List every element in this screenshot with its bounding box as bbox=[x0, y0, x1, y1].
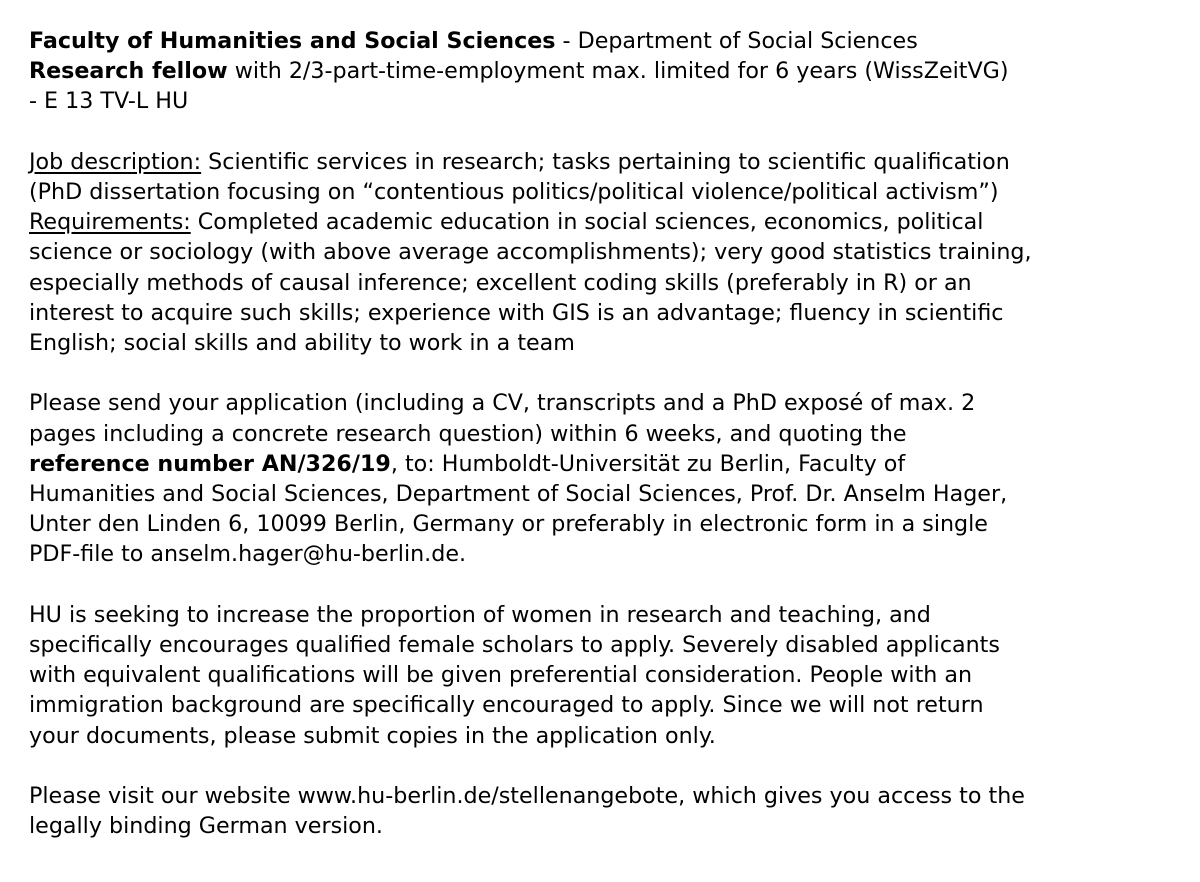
requirements-line-3: especially methods of causal inference; excellent coding skills (preferably in R) or an bbox=[29, 269, 972, 296]
website-line-2: legally binding German version. bbox=[29, 813, 383, 840]
faculty-name: Faculty of Humanities and Social Sciences bbox=[29, 28, 556, 54]
equality-line-5: your documents, please submit copies in the application only. bbox=[29, 722, 716, 749]
application-section bbox=[29, 388, 1179, 569]
equality-line-1: HU is seeking to increase the proportion of women in research and teaching, and bbox=[29, 601, 931, 628]
application-address-start: , to: Humboldt-Universität zu Berlin, Faculty of bbox=[390, 450, 906, 477]
department-name: - Department of Social Sciences bbox=[555, 28, 918, 54]
application-line-2: pages including a concrete research question) within 6 weeks, and quoting the bbox=[29, 420, 907, 447]
application-line-1: Please send your application (including a CV, transcripts and a PhD exposé of max. 2 bbox=[29, 390, 976, 417]
reference-number: reference number AN/326/19 bbox=[29, 450, 391, 477]
equality-line-2: specifically encourages qualified female scholars to apply. Severely disabled applicants bbox=[29, 632, 1000, 659]
job-description-line-1 bbox=[29, 147, 1179, 177]
equality-line-3: with equivalent qualifications will be given preferential consideration. People with an bbox=[29, 662, 973, 689]
faculty-line bbox=[29, 26, 1179, 56]
pay-grade: - E 13 TV-L HU bbox=[29, 88, 189, 115]
job-description-label: Job description: bbox=[29, 148, 202, 175]
job-posting-document bbox=[29, 26, 1179, 872]
application-line-4: Humanities and Social Sciences, Department of Social Sciences, Prof. Dr. Anselm Hager, bbox=[29, 481, 1008, 508]
application-line-6: PDF-file to anselm.hager@hu-berlin.de. bbox=[29, 541, 467, 568]
website-line-1: Please visit our website www.hu-berlin.de/stellenangebote, which gives you access to the bbox=[29, 783, 1025, 810]
requirements-line-1 bbox=[29, 207, 1179, 237]
position-title: Research fellow bbox=[29, 58, 228, 85]
job-description-line-2: (PhD dissertation focusing on “contentious politics/political violence/political activism”) bbox=[29, 179, 999, 205]
header-section bbox=[29, 26, 1179, 117]
job-description-text-1: Scientific services in research; tasks pertaining to scientific qualification bbox=[201, 148, 1010, 175]
requirements-line-5: English; social skills and ability to work in a team bbox=[29, 330, 575, 357]
position-line bbox=[29, 56, 1179, 86]
requirements-line-2: science or sociology (with above average accomplishments); very good statistics training, bbox=[29, 239, 1032, 266]
equality-line-4: immigration background are specifically encouraged to apply. Since we will not return bbox=[29, 692, 984, 719]
employment-terms: with 2/3-part-time-employment max. limited for 6 years (WissZeitVG) bbox=[227, 58, 1009, 85]
requirements-label: Requirements: bbox=[29, 209, 191, 236]
application-line-5: Unter den Linden 6, 10099 Berlin, Germany or preferably in electronic form in a single bbox=[29, 511, 988, 538]
requirements-text-1: Completed academic education in social sciences, economics, political bbox=[190, 209, 984, 236]
equality-section bbox=[29, 600, 1179, 751]
application-line-3 bbox=[29, 449, 1179, 479]
requirements-line-4: interest to acquire such skills; experience with GIS is an advantage; fluency in scientific bbox=[29, 299, 1004, 326]
job-section bbox=[29, 147, 1179, 358]
website-section bbox=[29, 781, 1179, 841]
